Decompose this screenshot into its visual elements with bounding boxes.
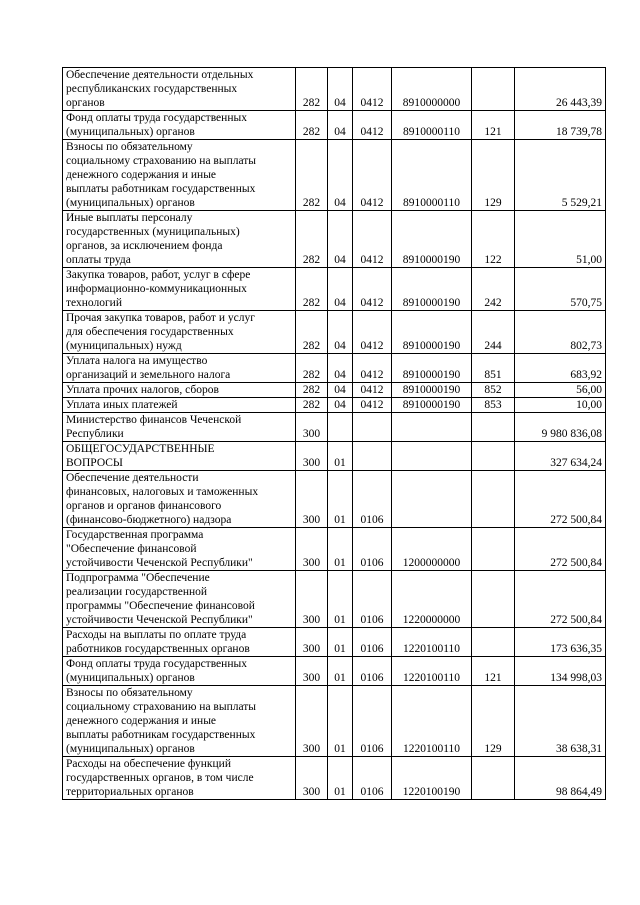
row-csr-cell: 8910000000 bbox=[392, 68, 472, 111]
row-vr-cell: 121 bbox=[472, 657, 515, 686]
row-vr-cell: 129 bbox=[472, 140, 515, 211]
row-vr-cell bbox=[472, 471, 515, 528]
row-vr-cell: 242 bbox=[472, 268, 515, 311]
row-name-cell: Обеспечение деятельности отдельных республиканских государственных органов bbox=[63, 68, 296, 111]
row-csr-cell: 8910000110 bbox=[392, 111, 472, 140]
row-vr-cell: 129 bbox=[472, 686, 515, 757]
row-ved-cell: 282 bbox=[296, 111, 328, 140]
row-pr-cell: 0106 bbox=[353, 628, 392, 657]
row-rz-cell: 04 bbox=[328, 354, 353, 383]
table-row bbox=[63, 757, 606, 800]
row-rz-cell: 04 bbox=[328, 111, 353, 140]
row-vr-cell bbox=[472, 571, 515, 628]
row-name-cell: ОБЩЕГОСУДАРСТВЕННЫЕ ВОПРОСЫ bbox=[63, 442, 296, 471]
row-ved-cell: 282 bbox=[296, 68, 328, 111]
row-ved-cell: 300 bbox=[296, 686, 328, 757]
row-rz-cell: 01 bbox=[328, 628, 353, 657]
row-ved-cell: 300 bbox=[296, 571, 328, 628]
row-pr-cell: 0412 bbox=[353, 68, 392, 111]
row-name-cell: Фонд оплаты труда государственных (муниципальных) органов bbox=[63, 657, 296, 686]
row-sum-cell: 272 500,84 bbox=[515, 471, 606, 528]
row-name-cell: Уплата налога на имущество организаций и земельного налога bbox=[63, 354, 296, 383]
row-csr-cell: 8910000110 bbox=[392, 140, 472, 211]
row-name-cell: Обеспечение деятельности финансовых, налоговых и таможенных органов и органов финансового (финансово-бюджетного) надзора bbox=[63, 471, 296, 528]
row-name-cell: Расходы на выплаты по оплате труда работников государственных органов bbox=[63, 628, 296, 657]
row-sum-cell: 51,00 bbox=[515, 211, 606, 268]
row-ved-cell: 282 bbox=[296, 140, 328, 211]
row-pr-cell: 0412 bbox=[353, 383, 392, 398]
row-ved-cell: 300 bbox=[296, 413, 328, 442]
row-csr-cell: 8910000190 bbox=[392, 268, 472, 311]
row-vr-cell: 853 bbox=[472, 398, 515, 413]
table-row bbox=[63, 528, 606, 571]
row-csr-cell: 1220000000 bbox=[392, 571, 472, 628]
row-sum-cell: 683,92 bbox=[515, 354, 606, 383]
row-csr-cell: 8910000190 bbox=[392, 398, 472, 413]
row-sum-cell: 38 638,31 bbox=[515, 686, 606, 757]
row-ved-cell: 282 bbox=[296, 311, 328, 354]
row-sum-cell: 98 864,49 bbox=[515, 757, 606, 800]
table-row bbox=[63, 413, 606, 442]
row-vr-cell: 244 bbox=[472, 311, 515, 354]
row-ved-cell: 300 bbox=[296, 628, 328, 657]
row-csr-cell: 1220100110 bbox=[392, 657, 472, 686]
budget-table bbox=[62, 67, 606, 800]
row-ved-cell: 282 bbox=[296, 383, 328, 398]
row-pr-cell: 0412 bbox=[353, 311, 392, 354]
row-name-cell: Уплата иных платежей bbox=[63, 398, 296, 413]
row-sum-cell: 173 636,35 bbox=[515, 628, 606, 657]
row-csr-cell: 1220100110 bbox=[392, 628, 472, 657]
table-row bbox=[63, 211, 606, 268]
row-csr-cell bbox=[392, 471, 472, 528]
row-vr-cell bbox=[472, 528, 515, 571]
row-rz-cell: 04 bbox=[328, 383, 353, 398]
table-row bbox=[63, 383, 606, 398]
row-csr-cell bbox=[392, 442, 472, 471]
row-sum-cell: 570,75 bbox=[515, 268, 606, 311]
row-pr-cell: 0412 bbox=[353, 140, 392, 211]
row-ved-cell: 282 bbox=[296, 268, 328, 311]
table-row bbox=[63, 471, 606, 528]
budget-table-body bbox=[63, 68, 606, 800]
row-sum-cell: 26 443,39 bbox=[515, 68, 606, 111]
row-ved-cell: 300 bbox=[296, 528, 328, 571]
row-pr-cell: 0412 bbox=[353, 211, 392, 268]
row-rz-cell: 01 bbox=[328, 571, 353, 628]
row-rz-cell: 01 bbox=[328, 471, 353, 528]
row-vr-cell bbox=[472, 68, 515, 111]
table-row bbox=[63, 68, 606, 111]
row-vr-cell: 852 bbox=[472, 383, 515, 398]
row-sum-cell: 9 980 836,08 bbox=[515, 413, 606, 442]
row-name-cell: Подпрограмма "Обеспечение реализации государственной программы "Обеспечение финансовой устойчивости Чеченской Республики" bbox=[63, 571, 296, 628]
row-rz-cell: 04 bbox=[328, 398, 353, 413]
row-name-cell: Государственная программа "Обеспечение финансовой устойчивости Чеченской Республики" bbox=[63, 528, 296, 571]
table-row bbox=[63, 111, 606, 140]
row-pr-cell: 0412 bbox=[353, 268, 392, 311]
row-pr-cell: 0412 bbox=[353, 354, 392, 383]
row-pr-cell: 0106 bbox=[353, 471, 392, 528]
row-ved-cell: 300 bbox=[296, 657, 328, 686]
row-name-cell: Расходы на обеспечение функций государственных органов, в том числе территориальных органов bbox=[63, 757, 296, 800]
row-vr-cell: 851 bbox=[472, 354, 515, 383]
row-ved-cell: 282 bbox=[296, 211, 328, 268]
row-vr-cell bbox=[472, 757, 515, 800]
row-name-cell: Взносы по обязательному социальному страхованию на выплаты денежного содержания и иные выплаты работникам государственных (муниципальных) органов bbox=[63, 140, 296, 211]
row-pr-cell bbox=[353, 442, 392, 471]
row-sum-cell: 272 500,84 bbox=[515, 571, 606, 628]
row-pr-cell: 0106 bbox=[353, 657, 392, 686]
row-rz-cell: 01 bbox=[328, 528, 353, 571]
row-rz-cell: 04 bbox=[328, 68, 353, 111]
row-name-cell: Уплата прочих налогов, сборов bbox=[63, 383, 296, 398]
table-row bbox=[63, 311, 606, 354]
row-pr-cell: 0106 bbox=[353, 571, 392, 628]
row-sum-cell: 802,73 bbox=[515, 311, 606, 354]
row-rz-cell: 04 bbox=[328, 140, 353, 211]
row-rz-cell: 01 bbox=[328, 442, 353, 471]
table-row bbox=[63, 657, 606, 686]
row-name-cell: Министерство финансов Чеченской Республики bbox=[63, 413, 296, 442]
table-row bbox=[63, 686, 606, 757]
row-sum-cell: 5 529,21 bbox=[515, 140, 606, 211]
row-csr-cell: 8910000190 bbox=[392, 354, 472, 383]
row-name-cell: Фонд оплаты труда государственных (муниципальных) органов bbox=[63, 111, 296, 140]
row-rz-cell: 04 bbox=[328, 211, 353, 268]
row-pr-cell: 0106 bbox=[353, 757, 392, 800]
row-rz-cell: 01 bbox=[328, 657, 353, 686]
row-pr-cell: 0106 bbox=[353, 528, 392, 571]
row-ved-cell: 300 bbox=[296, 442, 328, 471]
row-ved-cell: 282 bbox=[296, 354, 328, 383]
row-pr-cell: 0412 bbox=[353, 111, 392, 140]
row-csr-cell: 8910000190 bbox=[392, 311, 472, 354]
row-rz-cell: 01 bbox=[328, 686, 353, 757]
row-csr-cell: 1220100190 bbox=[392, 757, 472, 800]
row-name-cell: Закупка товаров, работ, услуг в сфере информационно-коммуникационных технологий bbox=[63, 268, 296, 311]
row-ved-cell: 282 bbox=[296, 398, 328, 413]
row-pr-cell: 0412 bbox=[353, 398, 392, 413]
table-row bbox=[63, 571, 606, 628]
row-name-cell: Взносы по обязательному социальному страхованию на выплаты денежного содержания и иные выплаты работникам государственных (муниципальных) органов bbox=[63, 686, 296, 757]
row-csr-cell: 8910000190 bbox=[392, 211, 472, 268]
row-name-cell: Иные выплаты персоналу государственных (муниципальных) органов, за исключением фонда оплаты труда bbox=[63, 211, 296, 268]
table-row bbox=[63, 442, 606, 471]
table-row bbox=[63, 354, 606, 383]
row-sum-cell: 134 998,03 bbox=[515, 657, 606, 686]
row-csr-cell: 8910000190 bbox=[392, 383, 472, 398]
row-rz-cell: 04 bbox=[328, 311, 353, 354]
row-sum-cell: 10,00 bbox=[515, 398, 606, 413]
row-pr-cell: 0106 bbox=[353, 686, 392, 757]
row-csr-cell: 1200000000 bbox=[392, 528, 472, 571]
row-sum-cell: 18 739,78 bbox=[515, 111, 606, 140]
table-row bbox=[63, 398, 606, 413]
table-row bbox=[63, 140, 606, 211]
row-vr-cell: 122 bbox=[472, 211, 515, 268]
row-rz-cell: 01 bbox=[328, 757, 353, 800]
row-ved-cell: 300 bbox=[296, 471, 328, 528]
row-rz-cell: 04 bbox=[328, 268, 353, 311]
row-vr-cell: 121 bbox=[472, 111, 515, 140]
row-sum-cell: 272 500,84 bbox=[515, 528, 606, 571]
row-pr-cell bbox=[353, 413, 392, 442]
row-sum-cell: 327 634,24 bbox=[515, 442, 606, 471]
row-vr-cell bbox=[472, 628, 515, 657]
row-ved-cell: 300 bbox=[296, 757, 328, 800]
row-name-cell: Прочая закупка товаров, работ и услуг для обеспечения государственных (муниципальных) нужд bbox=[63, 311, 296, 354]
table-row bbox=[63, 628, 606, 657]
table-row bbox=[63, 268, 606, 311]
row-vr-cell bbox=[472, 442, 515, 471]
row-vr-cell bbox=[472, 413, 515, 442]
row-csr-cell: 1220100110 bbox=[392, 686, 472, 757]
row-csr-cell bbox=[392, 413, 472, 442]
row-sum-cell: 56,00 bbox=[515, 383, 606, 398]
row-rz-cell bbox=[328, 413, 353, 442]
